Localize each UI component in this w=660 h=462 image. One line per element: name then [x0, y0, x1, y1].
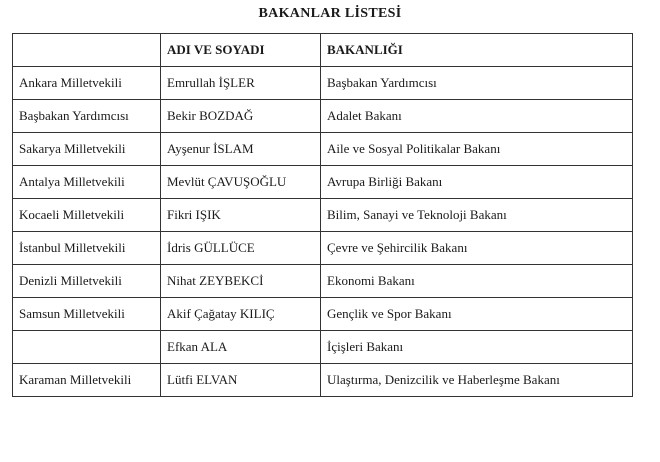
name-cell: Bekir BOZDAĞ — [161, 100, 321, 133]
name-cell: Mevlüt ÇAVUŞOĞLU — [161, 166, 321, 199]
constituency-cell — [13, 331, 161, 364]
ministry-cell: Başbakan Yardımcısı — [321, 67, 633, 100]
constituency-cell: Antalya Milletvekili — [13, 166, 161, 199]
ministry-cell: Adalet Bakanı — [321, 100, 633, 133]
table-row — [13, 100, 633, 133]
table-row — [13, 166, 633, 199]
name-cell: Nihat ZEYBEKCİ — [161, 265, 321, 298]
table-header-row — [13, 34, 633, 67]
table-row — [13, 67, 633, 100]
constituency-cell: İstanbul Milletvekili — [13, 232, 161, 265]
ministry-cell: İçişleri Bakanı — [321, 331, 633, 364]
constituency-cell: Karaman Milletvekili — [13, 364, 161, 397]
table-row — [13, 364, 633, 397]
header-cell-ministry: BAKANLIĞI — [321, 34, 633, 67]
ministry-cell: Bilim, Sanayi ve Teknoloji Bakanı — [321, 199, 633, 232]
document-title: BAKANLAR LİSTESİ — [258, 6, 402, 21]
name-cell: Efkan ALA — [161, 331, 321, 364]
constituency-cell: Denizli Milletvekili — [13, 265, 161, 298]
name-cell: Ayşenur İSLAM — [161, 133, 321, 166]
header-cell-constituency — [13, 34, 161, 67]
table-row — [13, 331, 633, 364]
table-row — [13, 133, 633, 166]
ministry-cell: Çevre ve Şehircilik Bakanı — [321, 232, 633, 265]
table-row — [13, 265, 633, 298]
constituency-cell: Sakarya Milletvekili — [13, 133, 161, 166]
constituency-cell: Kocaeli Milletvekili — [13, 199, 161, 232]
ministry-cell: Ulaştırma, Denizcilik ve Haberleşme Bakanı — [321, 364, 633, 397]
constituency-cell: Ankara Milletvekili — [13, 67, 161, 100]
name-cell: İdris GÜLLÜCE — [161, 232, 321, 265]
table-row — [13, 232, 633, 265]
ministry-cell: Ekonomi Bakanı — [321, 265, 633, 298]
name-cell: Lütfi ELVAN — [161, 364, 321, 397]
ministry-cell: Avrupa Birliği Bakanı — [321, 166, 633, 199]
ministry-cell: Aile ve Sosyal Politikalar Bakanı — [321, 133, 633, 166]
name-cell: Fikri IŞIK — [161, 199, 321, 232]
ministry-cell: Gençlik ve Spor Bakanı — [321, 298, 633, 331]
name-cell: Emrullah İŞLER — [161, 67, 321, 100]
table-row — [13, 298, 633, 331]
constituency-cell: Samsun Milletvekili — [13, 298, 161, 331]
table-row — [13, 199, 633, 232]
name-cell: Akif Çağatay KILIÇ — [161, 298, 321, 331]
ministers-table — [12, 33, 633, 397]
constituency-cell: Başbakan Yardımcısı — [13, 100, 161, 133]
header-cell-name: ADI VE SOYADI — [161, 34, 321, 67]
